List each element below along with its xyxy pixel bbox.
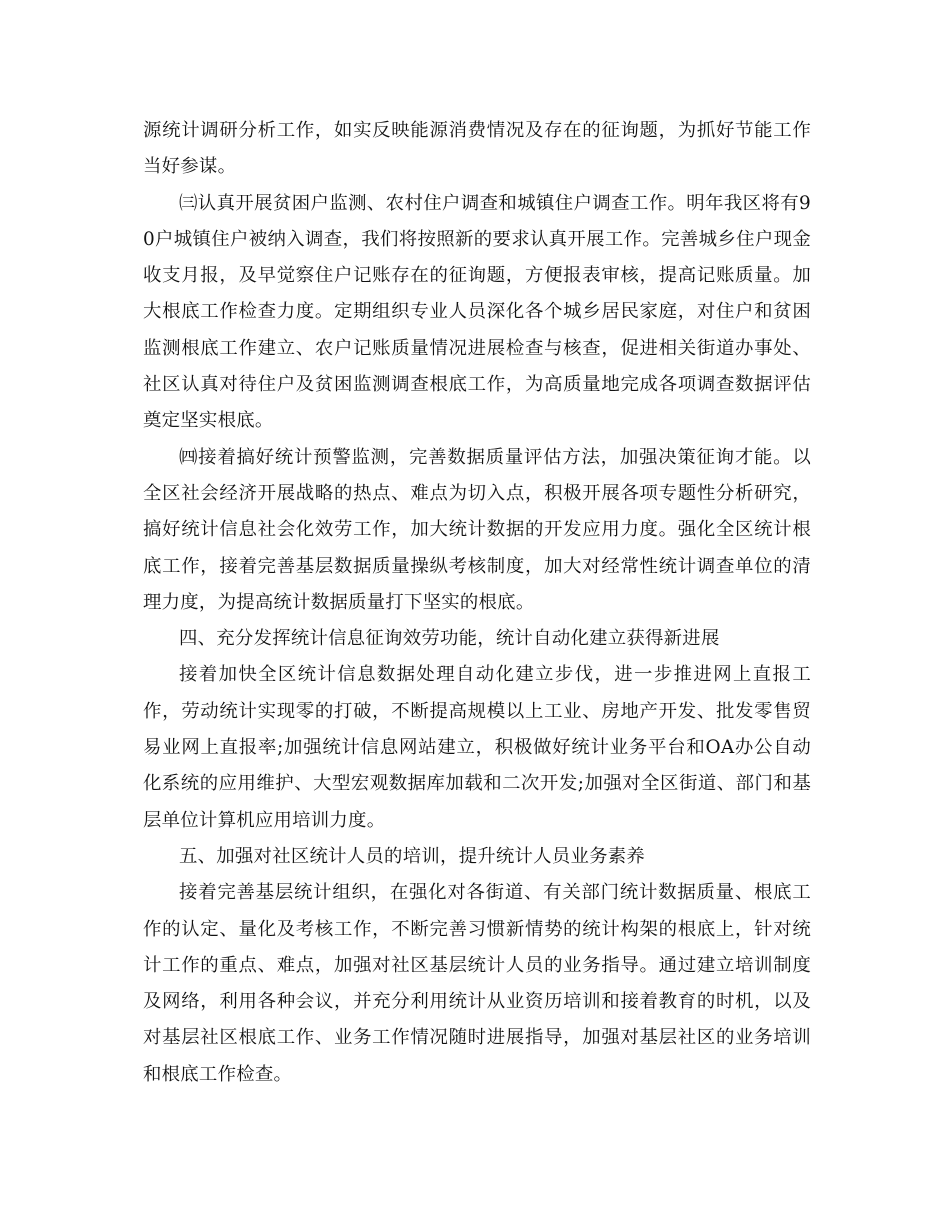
section-heading-four: 四、充分发挥统计信息征询效劳功能，统计自动化建立获得新进展	[179, 628, 720, 650]
paragraph-poverty-monitoring: ㈢认真开展贫困户监测、农村住户调查和城镇住户调查工作。明年我区将有90户城镇住户被纳入调查，我们将按照新的要求认真开展工作。完善城乡住户现金收支月报，及早觉察住户记账存在的征询题，方便报表审核，提高记账质量。加大根底工作检查力度。定期组织专业人员深化各个城乡居民家庭，对住户和贫困监测根底工作建立、农户记账质量情况进展检查与核查，促进相关街道办事处、社区认真对待住户及贫困监测调查根底工作，为高质量地完成各项调查数据评估奠定坚实根底。	[143, 192, 811, 432]
document-body	[143, 113, 811, 1093]
paragraph-training: 接着完善基层统计组织，在强化对各街道、有关部门统计数据质量、根底工作的认定、量化及考核工作，不断完善习惯新情势的统计构架的根底上，针对统计工作的重点、难点，加强对社区基层统计人员的业务指导。通过建立培训制度及网络，利用各种会议，并充分利用统计从业资历培训和接着教育的时机，以及对基层社区根底工作、业务工作情况随时进展指导，加强对基层社区的业务培训和根底工作检查。	[143, 882, 811, 1085]
paragraph-automation: 接着加快全区统计信息数据处理自动化建立步伐，进一步推进网上直报工作，劳动统计实现零的打破，不断提高规模以上工业、房地产开发、批发零售贸易业网上直报率;加强统计信息网站建立，积极做好统计业务平台和OA办公自动化系统的应用维护、大型宏观数据库加载和二次开发;加强对全区街道、部门和基层单位计算机应用培训力度。	[143, 664, 811, 831]
paragraph-continuation: 源统计调研分析工作，如实反映能源消费情况及存在的征询题，为抓好节能工作当好参谋。	[143, 120, 811, 178]
paragraph-statistical-warning: ㈣接着搞好统计预警监测，完善数据质量评估方法，加强决策征询才能。以全区社会经济开展战略的热点、难点为切入点，积极开展各项专题性分析研究，搞好统计信息社会化效劳工作，加大统计数据的开发应用力度。强化全区统计根底工作，接着完善基层数据质量操纵考核制度，加大对经常性统计调查单位的清理力度，为提高统计数据质量打下坚实的根底。	[143, 446, 811, 613]
section-heading-five: 五、加强对社区统计人员的培训，提升统计人员业务素养	[179, 845, 646, 867]
